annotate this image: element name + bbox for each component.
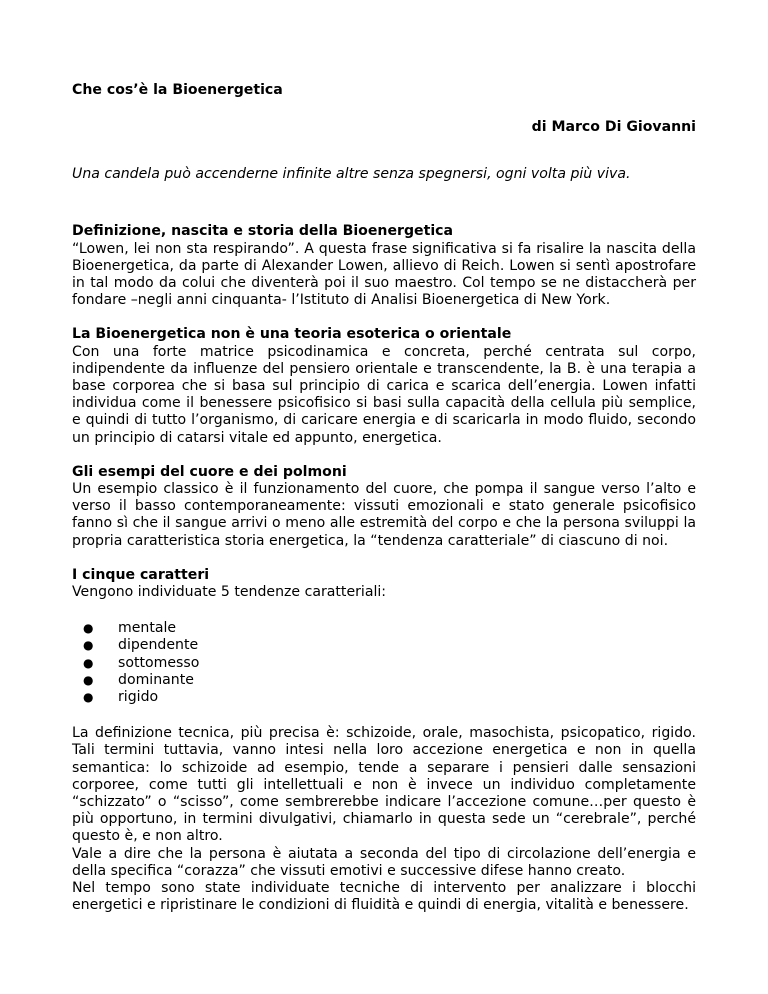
list-item-text: sottomesso [118,654,200,671]
section-paragraph: Nel tempo sono state individuate tecniche di intervento per analizzare i blocchi energetici e ripristinare le condizioni di fluidità e quindi di energia, vitalità e benessere. [72,880,696,914]
section-heading: Definizione, nascita e storia della Bioenergetica [72,223,454,240]
bullet-icon: ● [83,690,94,705]
character-list [72,620,696,706]
list-item-text: dominante [118,671,194,688]
document-author: di Marco Di Giovanni [531,119,696,135]
list-item-text: rigido [118,689,159,706]
list-item [83,689,696,706]
section-heading: I cinque caratteri [72,566,210,583]
section-not-esoteric [72,326,696,446]
bullet-icon: ● [83,621,94,636]
list-item-text: dipendente [118,637,199,654]
document-title: Che cos’è la Bioenergetica [72,82,283,98]
section-body [72,725,696,914]
section-five-characters [72,567,696,915]
section-paragraph: Con una forte matrice psicodinamica e concreta, perché centrata sul corpo, indipendente da influenze del pensiero orientale e transcendente, la B. è una terapia a base corporea che si basa sul principio di carica e scarica dell’energia. Lowen infatti individua come il benessere psicofisico si basi sulla capacità della cellula più semplice, e quindi di tutto l’organismo, di caricare energia e di scaricarla in modo fluido, secondo un principio di catarsi vitale ed appunto, energetica. [72,343,696,446]
list-item [83,620,696,637]
list-item [83,671,696,689]
bullet-icon: ● [83,655,94,670]
bullet-icon: ● [83,638,94,653]
document-page [72,82,696,914]
section-definition [72,223,696,309]
bullet-icon: ● [83,672,94,687]
section-heading: Gli esempi del cuore e dei polmoni [72,463,347,480]
list-item-text: mentale [118,620,177,637]
list-item [83,637,696,654]
epigraph: Una candela può accenderne infinite altre senza spegnersi, ogni volta più viva. [72,166,631,183]
section-paragraph: Un esempio classico è il funzionamento del cuore, che pompa il sangue verso l’alto e verso il basso contemporaneamente: vissuti emozionali e stato generale psicofisico fanno sì che il sangue arrivi o meno alle estremità del corpo e che la persona sviluppi la propria caratteristica storia energetica, la “tendenza caratteriale” di ciascuno di noi. [72,481,696,549]
section-heart-lungs [72,464,696,550]
section-paragraph: La definizione tecnica, più precisa è: schizoide, orale, masochista, psicopatico, rigido. Tali termini tuttavia, vanno intesi nella loro accezione energetica e non in quella semantica: lo schizoide ad esempio, tende a separare i pensieri dalle sensazioni corporee, come tutti gli intellettuali e non è invece un individuo completamente “schizzato” o “scisso”, come sembrerebbe indicare l’accezione comune…per questo è più opportuno, in termini divulgativi, chiamarlo in questa sede un “cerebrale”, perché questo è, e non altro. [72,725,696,845]
section-heading: La Bioenergetica non è una teoria esoterica o orientale [72,326,512,343]
section-paragraph: “Lowen, lei non sta respirando”. A questa frase significativa si fa risalire la nascita della Bioenergetica, da parte di Alexander Lowen, allievo di Reich. Lowen si sentì apostrofare in tal modo da colui che diventerà poi il suo maestro. Col tempo se ne distaccherà per fondare –negli anni cinquanta- l’Istituto di Analisi Bioenergetica di New York. [72,240,696,309]
section-intro: Vengono individuate 5 tendenze caratteriali: [72,584,387,601]
section-paragraph: Vale a dire che la persona è aiutata a seconda del tipo di circolazione dell’energia e della specifica “corazza” che vissuti emotivi e successive difese hanno creato. [72,845,696,879]
list-item [83,654,696,672]
